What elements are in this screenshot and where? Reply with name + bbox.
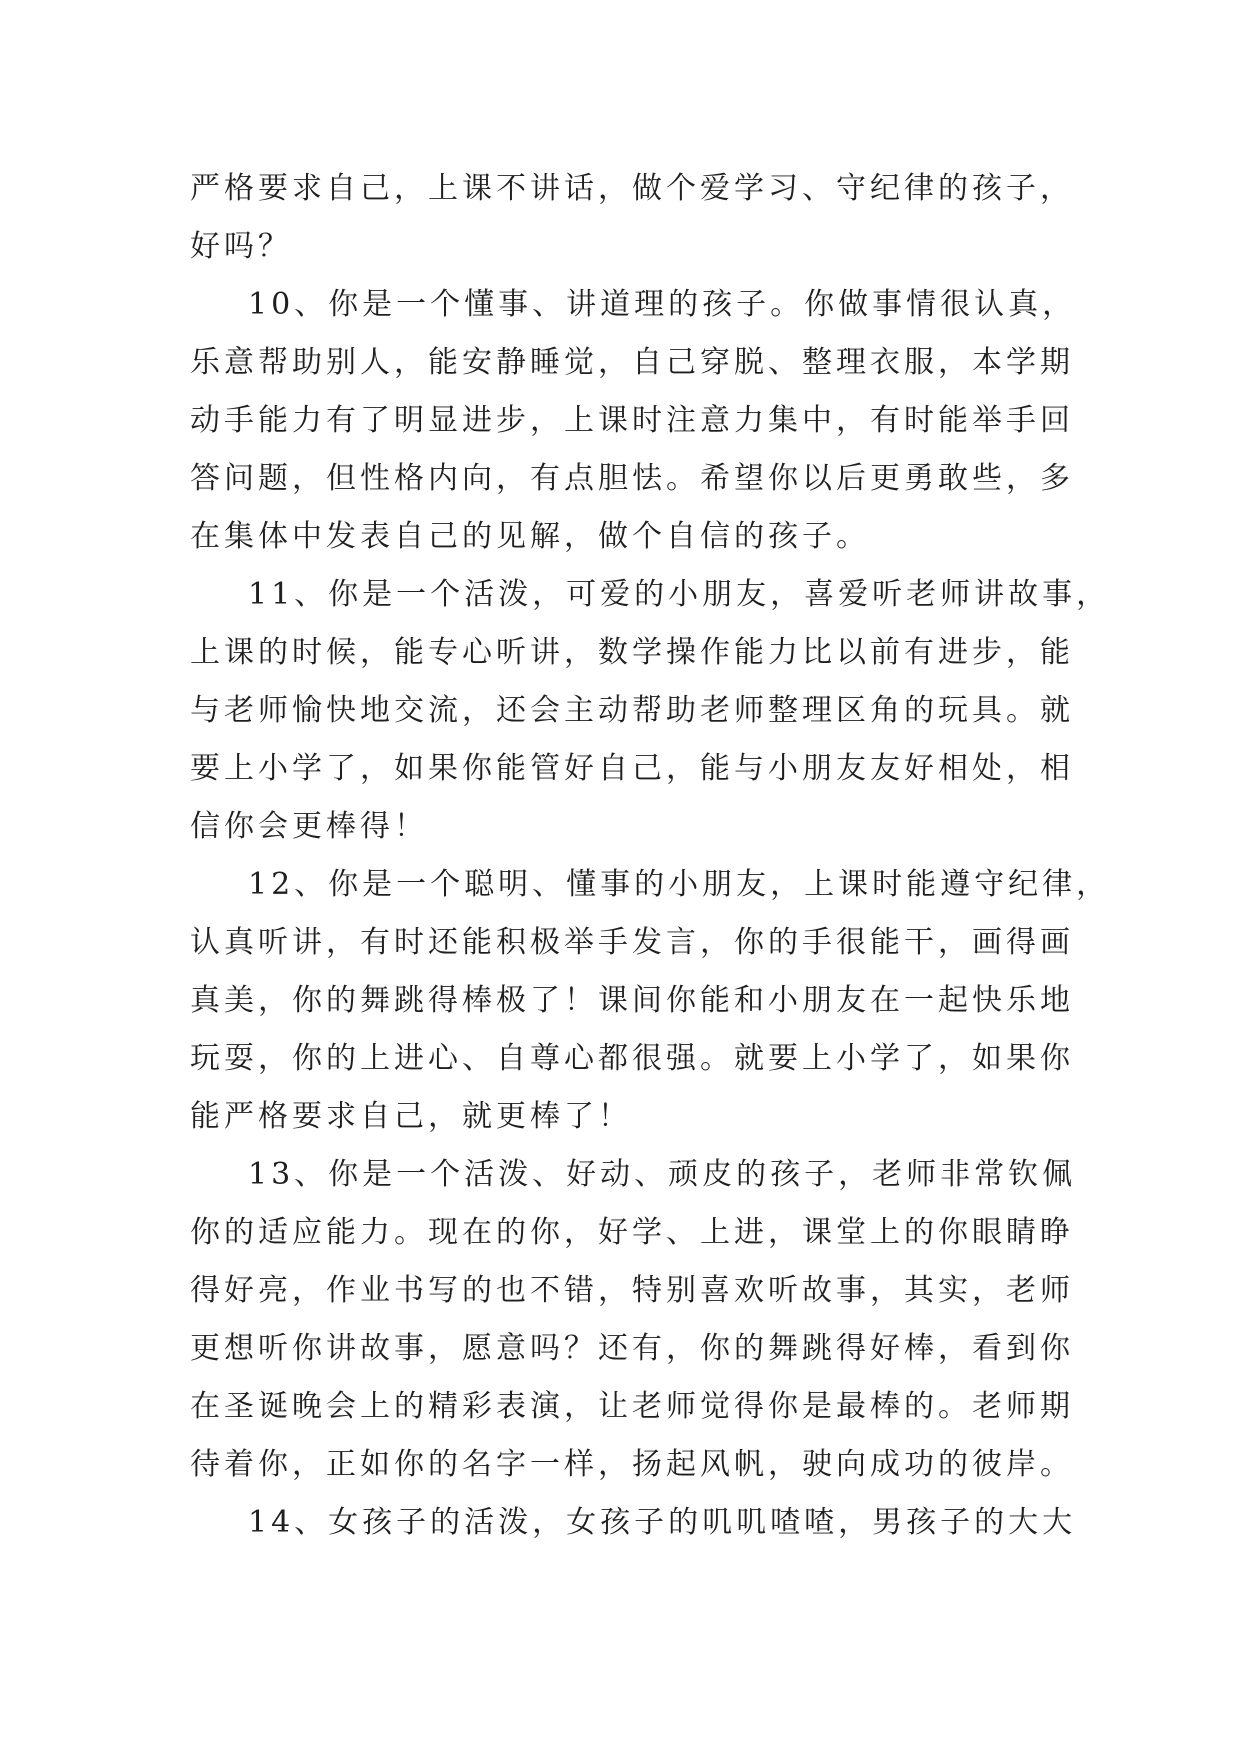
text-line: 更想听你讲故事，愿意吗？还有，你的舞跳得好棒，看到你 [190,1331,1074,1366]
text-line: 严格要求自己，上课不讲话，做个爱学习、守纪律的孩子， [190,171,1074,206]
text-line: 得好亮，作业书写的也不错，特别喜欢听故事，其实，老师 [190,1273,1074,1308]
text-line: 答问题，但性格内向，有点胆怯。希望你以后更勇敢些，多 [190,461,1074,496]
text-line: 乐意帮助别人，能安静睡觉，自己穿脱、整理衣服，本学期 [190,345,1074,380]
text-line: 好吗？ [190,229,292,264]
text-line: 真美，你的舞跳得棒极了！课间你能和小朋友在一起快乐地 [190,983,1074,1018]
paragraph-start-11: 11、你是一个活泼，可爱的小朋友，喜爱听老师讲故事， [248,577,1111,612]
text-line: 要上小学了，如果你能管好自己，能与小朋友友好相处，相 [190,751,1074,786]
paragraph-start-13: 13、你是一个活泼、好动、顽皮的孩子，老师非常钦佩 [248,1157,1077,1192]
text-line: 你的适应能力。现在的你，好学、上进，课堂上的你眼睛睁 [190,1215,1074,1250]
text-line: 能严格要求自己，就更棒了！ [190,1099,632,1134]
text-line: 在集体中发表自己的见解，做个自信的孩子。 [190,519,870,554]
text-line: 玩耍，你的上进心、自尊心都很强。就要上小学了，如果你 [190,1041,1074,1076]
text-line: 在圣诞晚会上的精彩表演，让老师觉得你是最棒的。老师期 [190,1389,1074,1424]
text-line: 上课的时候，能专心听讲，数学操作能力比以前有进步，能 [190,635,1074,670]
paragraph-start-12: 12、你是一个聪明、懂事的小朋友，上课时能遵守纪律， [248,867,1111,902]
text-line: 信你会更棒得！ [190,809,428,844]
text-line: 待着你，正如你的名字一样，扬起风帆，驶向成功的彼岸。 [190,1447,1074,1482]
text-line: 认真听讲，有时还能积极举手发言，你的手很能干，画得画 [190,925,1074,960]
text-line: 动手能力有了明显进步，上课时注意力集中，有时能举手回 [190,403,1074,438]
paragraph-start-14: 14、女孩子的活泼，女孩子的叽叽喳喳，男孩子的大大 [248,1505,1077,1540]
paragraph-start-10: 10、你是一个懂事、讲道理的孩子。你做事情很认真， [248,287,1077,322]
text-line: 与老师愉快地交流，还会主动帮助老师整理区角的玩具。就 [190,693,1074,728]
document-body [190,160,1111,1552]
